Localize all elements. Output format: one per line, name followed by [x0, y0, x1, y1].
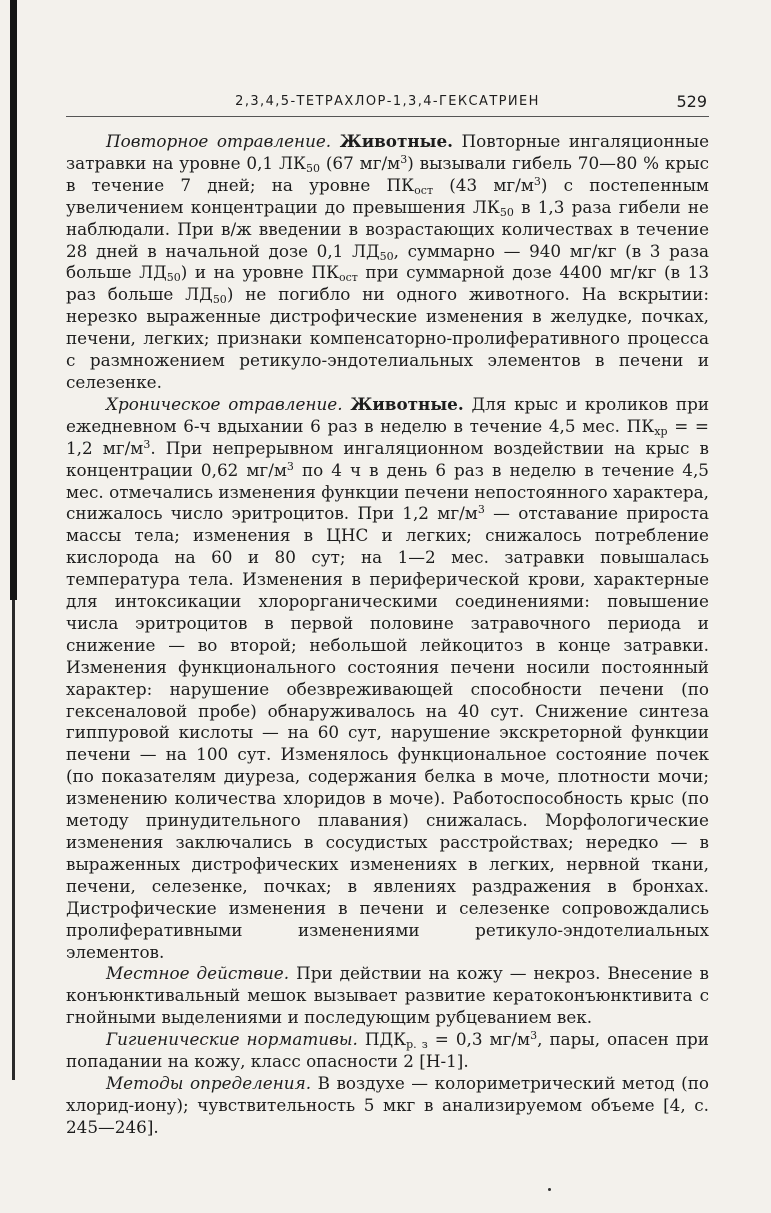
text-segment: При действии на кожу — некроз. Внесение в конъюнктивальный мешок вызывает развитие кератоконъюнктивита с гнойными выделениями и последующим рубцеванием век. [66, 963, 709, 1028]
text-segment: = = 1,2 мг/м [66, 415, 709, 458]
superscript: 3 [533, 174, 541, 188]
subscript: хр [654, 424, 668, 438]
text-segment: в 1,3 раза гибели не наблюдали. При в/ж введении в возрастающих количествах в течение 28 дней в начальной дозе 0,1 ЛД [66, 196, 709, 261]
running-title: 2,3,4,5-ТЕТРАХЛОР-1,3,4-ГЕКСАТРИЕН [235, 94, 540, 109]
subscript: ост [338, 271, 358, 285]
paragraph-hygiene-standards [66, 1029, 709, 1073]
superscript: 3 [477, 503, 485, 517]
text-segment: ) не погибло ни одного животного. На вскрытии: нерезко выраженные дистрофические изменения в желудке, почках, печени, легких; признаки компенсаторно-пролиферативного процесса с размножением ретикуло-эндотелиальных элементов в печени и селезенке. [66, 284, 709, 392]
text-segment: ) вызывали гибель 70—80 % крыс в течение 7 дней; на уровне ПК [66, 152, 709, 195]
body-text [66, 131, 709, 1139]
text-segment: при суммарной дозе 4400 мг/кг (в 13 раз больше ЛД [66, 262, 709, 305]
superscript: 3 [530, 1029, 538, 1043]
paragraph-methods [66, 1073, 709, 1139]
subscript: 50 [379, 249, 394, 263]
paragraph-chronic-poisoning [66, 394, 709, 964]
text-segment: ) и на уровне ПК [180, 262, 339, 283]
text-segment: , пары, опасен при попадании на кожу, класс опасности 2 [Н-1]. [66, 1029, 709, 1072]
subscript: 50 [212, 293, 227, 307]
text-segment: , суммарно — 940 мг/кг (в 3 раза больше ЛД [66, 240, 709, 283]
paragraph-local-action [66, 963, 709, 1029]
text-segment: ПДК [357, 1029, 407, 1050]
subscript: 50 [499, 205, 514, 219]
lead-chronic-poisoning: Хроническое отравление. [106, 393, 343, 414]
text-segment: (67 мг/м [319, 152, 401, 173]
category-animals: Животные. [339, 131, 454, 151]
page-number: 529 [676, 92, 707, 111]
text-segment: Для крыс и кроликов при ежедневном 6-ч вдыхании 6 раз в неделю в течение 4,5 мес. ПК [66, 393, 710, 436]
text-segment: . При непрерывном ингаляционном воздействии на крыс в концентрации 0,62 мг/м [66, 437, 709, 480]
lead-repeated-poisoning: Повторное отравление. [106, 131, 332, 151]
print-speck [548, 1188, 551, 1191]
running-head [66, 92, 709, 117]
superscript: 3 [400, 152, 408, 166]
subscript: ост [414, 183, 434, 197]
subscript: р. з [406, 1038, 428, 1052]
binding-edge [10, 0, 17, 600]
text-segment: В воздухе — колориметрический метод (по хлорид-иону); чувствительность 5 мкг в анализируемом объеме [4, с. 245—246]. [66, 1072, 709, 1137]
superscript: 3 [143, 437, 151, 451]
superscript: 3 [286, 459, 294, 473]
subscript: 50 [305, 161, 320, 175]
paragraph-repeated-poisoning [66, 131, 709, 394]
text-segment: Повторные ингаляционные затравки на уровне 0,1 ЛК [66, 131, 710, 173]
category-animals: Животные. [350, 393, 464, 414]
lead-hygiene-standards: Гигиенические нормативы. [106, 1029, 358, 1050]
binding-edge-lower [12, 600, 15, 1080]
lead-local-action: Местное действие. [106, 963, 290, 984]
text-segment: по 4 ч в день 6 раз в неделю в течение 4,5 мес. отмечались изменения функции печени непостоянного характера, снижалось число эритроцитов. При 1,2 мг/м [66, 459, 709, 524]
text-segment: ) с постепенным увеличением концентрации до превышения ЛК [66, 174, 709, 217]
subscript: 50 [166, 271, 181, 285]
text-segment: — отставание прироста массы тела; изменения в ЦНС и легких; снижалось потребление кислорода на 60 и 80 сут; на 1—2 мес. затравки повышалась температура тела. Изменения в периферической крови, характерные для интоксикации хлорорганическими соединениями: повышение числа эритроцитов в первой половине затравочного периода и снижение — во второй; небольшой лейкоцитоз в конце затравки. Изменения функционального состояния печени носили постоянный характер: нарушение обезвреживающей способности печени (по гексеналовой пробе) обнаруживалось на 40 сут. Снижение синтеза гиппуровой кислоты — на 60 сут, нарушение экскреторной функции печени — на 100 сут. Изменялось функциональное состояние почек (по показателям диуреза, содержания белка в моче, плотности мочи; изменению количества хлоридов в моче). Работоспособность крыс (по методу принудительного плавания) снижалась. Морфологические изменения заключались в сосудистых расстройствах; нередко — в выраженных дистрофических изменениях в легких, нервной ткани, печени, селезенке, почках; в явлениях раздражения в бронхах. Дистрофические изменения в печени и селезенке сопровождались пролиферативными изменениями ретикуло-эндотелиальных элементов. [66, 503, 709, 962]
text-segment: = 0,3 мг/м [427, 1029, 531, 1050]
lead-methods: Методы определения. [106, 1072, 312, 1093]
text-segment: (43 мг/м [433, 174, 534, 195]
